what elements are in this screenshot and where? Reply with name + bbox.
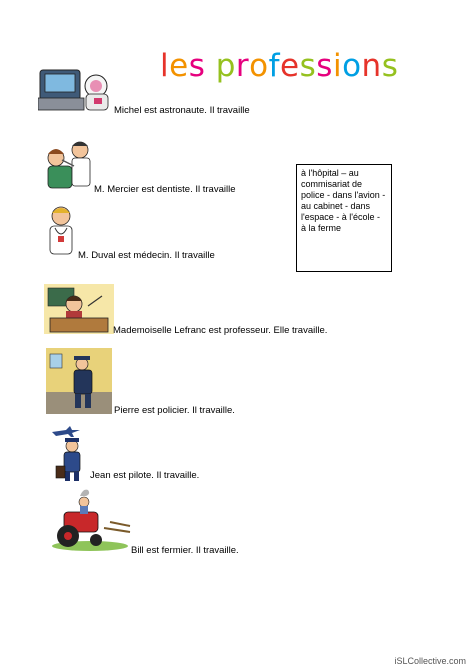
title-letter bbox=[205, 48, 215, 84]
title-letter: p bbox=[215, 48, 236, 84]
title-letter: s bbox=[381, 48, 399, 84]
title-letter: e bbox=[280, 48, 300, 84]
caption-police: Pierre est policier. Il travaille. bbox=[114, 405, 235, 416]
police-officer-icon bbox=[46, 348, 112, 414]
watermark-footer: iSLCollective.com bbox=[394, 656, 466, 666]
title-letter: e bbox=[169, 48, 189, 84]
title-letter: f bbox=[268, 48, 281, 84]
title-letter: n bbox=[361, 48, 382, 84]
caption-dentist: M. Mercier est dentiste. Il travaille bbox=[94, 184, 236, 195]
title-letter: o bbox=[249, 48, 269, 84]
doctor-icon bbox=[44, 204, 78, 258]
pilot-icon bbox=[46, 424, 92, 482]
caption-teacher: Mademoiselle Lefranc est professeur. Elle travaille. bbox=[113, 325, 328, 336]
title-letter: s bbox=[299, 48, 317, 84]
title-letter: s bbox=[188, 48, 206, 84]
word-box: à l'hôpital – au commisariat de police - dans l'avion - au cabinet - dans l'espace - à l'école - à la ferme bbox=[296, 164, 392, 272]
caption-pilot: Jean est pilote. Il travaille. bbox=[90, 470, 200, 481]
title-letter: l bbox=[160, 48, 170, 84]
farmer-tractor-icon bbox=[50, 488, 132, 552]
title-letter: o bbox=[342, 48, 362, 84]
page-title bbox=[160, 48, 398, 84]
dentist-icon bbox=[42, 136, 98, 192]
astronaut-cockpit-icon bbox=[38, 64, 114, 112]
caption-farmer: Bill est fermier. Il travaille. bbox=[131, 545, 239, 556]
title-letter: s bbox=[316, 48, 333, 84]
title-letter: r bbox=[235, 48, 250, 84]
caption-astronaut: Michel est astronaute. Il travaille bbox=[114, 105, 250, 116]
title-letter: i bbox=[332, 48, 343, 84]
caption-doctor: M. Duval est médecin. Il travaille bbox=[78, 250, 215, 261]
teacher-icon bbox=[44, 284, 114, 334]
